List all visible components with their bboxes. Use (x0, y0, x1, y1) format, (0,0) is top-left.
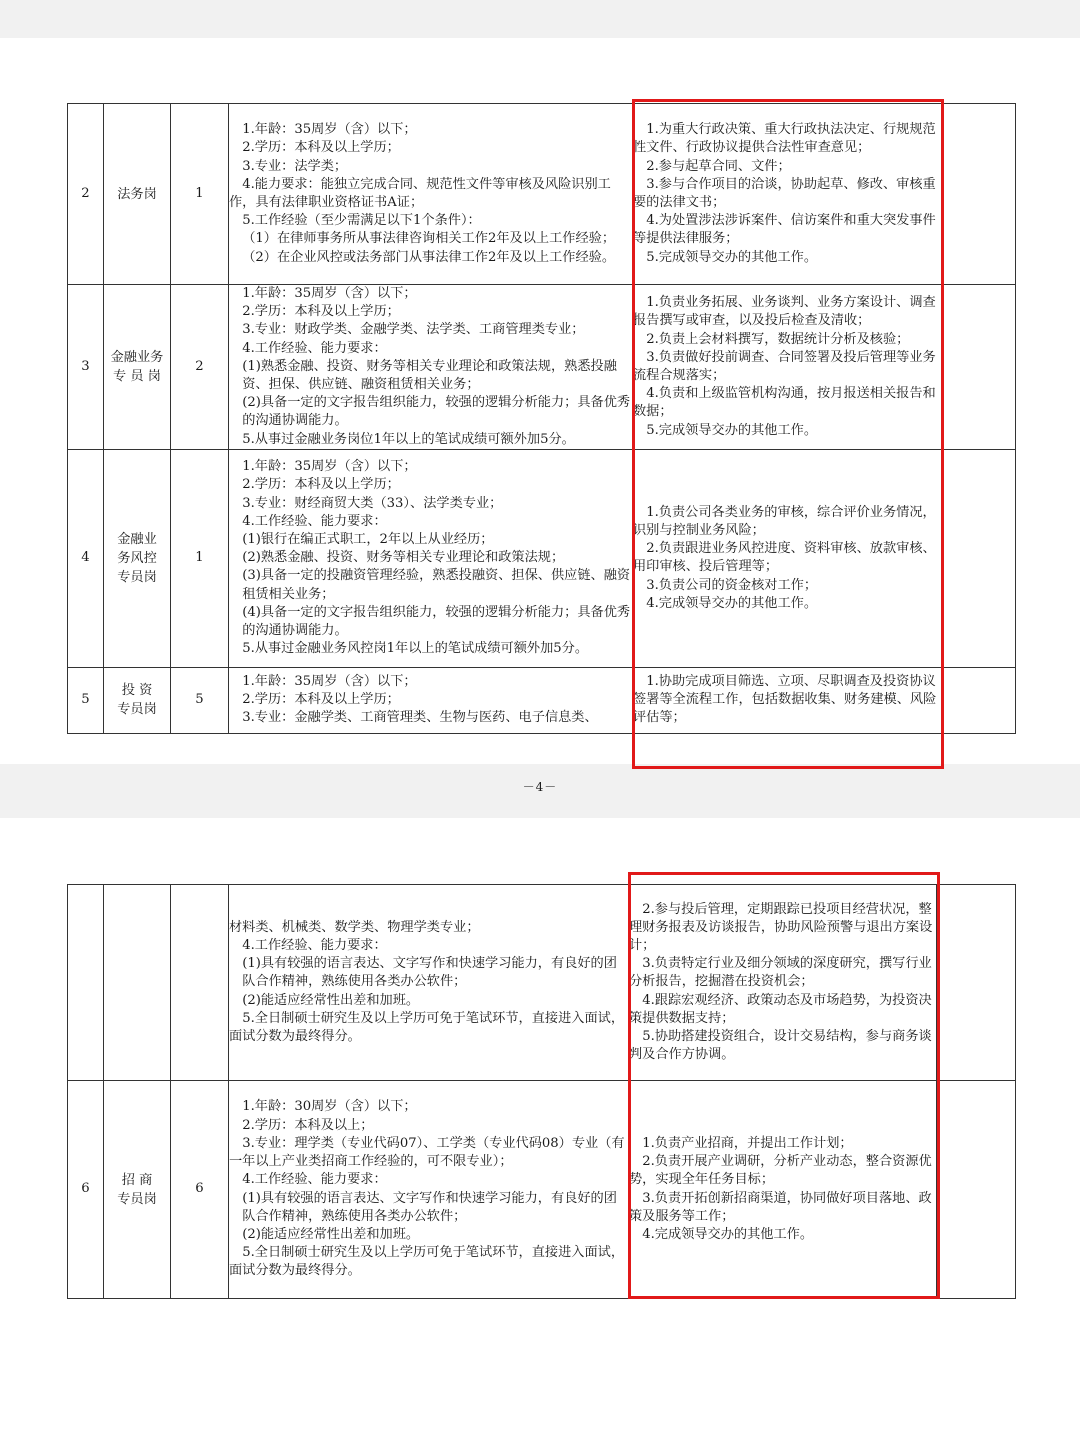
headcount-cell: 1 (171, 104, 229, 285)
duty-line: 4.完成领导交办的其他工作。 (646, 595, 818, 611)
requirement-line: 2.学历：本科及以上学历； (242, 692, 400, 708)
document-page-2 (0, 818, 1080, 1440)
requirement-line: (2)能适应经常性出差和加班。 (242, 992, 420, 1008)
headcount-cell: 5 (171, 667, 229, 733)
duty-line: 2.负责上会材料撰写，数据统计分析及核验； (646, 331, 910, 347)
position-name-cell (104, 285, 171, 450)
requirement-line: 4.工作经验、能力要求： (242, 1172, 387, 1188)
remarks-cell (937, 885, 1016, 1081)
duty-line: 3.负责特定行业及细分领域的深度研究，撰写行业分析报告，挖掘潜在投资机会； (629, 956, 932, 990)
requirement-line: 1.年龄：35周岁（含）以下； (242, 674, 417, 690)
requirement-line: (1)银行在编正式职工，2年以上从业经历； (242, 532, 494, 548)
requirement-line: (2)具备一定的文字报告组织能力，较强的逻辑分析能力；具备优秀的沟通协调能力。 (242, 395, 631, 429)
requirement-line: 3.专业：财经商贸大类（33）、法学类专业； (242, 495, 503, 511)
duty-line: 4.跟踪宏观经济、政策动态及市场趋势，为投资决策提供数据支持； (629, 992, 932, 1026)
requirement-line: 2.学历：本科及以上； (242, 1117, 374, 1133)
duty-line: 1.负责业务拓展、业务谈判、业务方案设计、调查报告撰写或审查，以及投后检查及清收； (633, 295, 936, 329)
duty-line: 2.负责跟进业务风控进度、资料审核、放款审核、用印审核、投后管理等； (633, 541, 936, 575)
duty-line: 2.参与投后管理，定期跟踪已投项目经营状况，整理财务报表及访谈报告，协助风险预警与退出方案设计； (629, 901, 933, 953)
requirement-line: 5.全日制硕士研究生及以上学历可免于笔试环节，直接进入面试，面试分数为最终得分。 (229, 1010, 625, 1044)
duty-line: 3.参与合作项目的洽谈，协助起草、修改、审核重要的法律文书； (633, 176, 936, 210)
requirements-cell (229, 1081, 629, 1299)
table-row (68, 667, 1016, 733)
requirement-line: 4.工作经验、能力要求： (242, 340, 387, 356)
remarks-cell (943, 104, 1016, 285)
duty-line: 5.协助搭建投资组合，设计交易结构，参与商务谈判及合作方协调。 (629, 1029, 932, 1063)
requirement-line: 4.工作经验、能力要求： (242, 513, 387, 529)
requirement-line: (1)具有较强的语言表达、文字写作和快速学习能力，有良好的团队合作精神，熟练使用各类办公软件； (242, 956, 617, 990)
duty-line: 5.完成领导交办的其他工作。 (646, 249, 818, 265)
requirement-line: (3)具备一定的投融资管理经验，熟悉投融资、担保、供应链、融资租赁相关业务； (242, 568, 631, 602)
position-name-line: 专员岗 (117, 1191, 157, 1207)
document-page-1 (0, 38, 1080, 794)
duty-line: 3.负责公司的资金核对工作； (646, 577, 818, 593)
position-name-line: 金融业 (117, 531, 157, 547)
position-name-line: 务风控 (117, 550, 157, 566)
serial-number-cell (68, 885, 104, 1081)
duty-line: 4.完成领导交办的其他工作。 (642, 1226, 814, 1242)
requirement-line: 1.年龄：35周岁（含）以下； (242, 459, 417, 475)
position-name-line: 招 商 (121, 1172, 153, 1188)
requirement-line: (4)具备一定的文字报告组织能力，较强的逻辑分析能力；具备优秀的沟通协调能力。 (242, 604, 631, 639)
duty-line: 2.参与起草合同、文件； (646, 158, 791, 174)
duty-line: 1.为重大行政决策、重大行政执法决定、行规规范性文件、行政协议提供合法性审查意见； (633, 122, 936, 156)
table-row (68, 104, 1016, 285)
requirement-line: 2.学历：本科及以上学历； (242, 140, 400, 156)
requirement-line: （2）在企业风控或法务部门从事法律工作2年及以上工作经验。 (242, 249, 616, 265)
position-name-cell (104, 449, 171, 667)
requirement-line: 1.年龄：30周岁（含）以下； (242, 1099, 417, 1115)
requirement-line: 5.从事过金融业务风控岗1年以上的笔试成绩可额外加5分。 (242, 641, 589, 657)
requirements-cell (229, 285, 633, 450)
position-name-cell: 法务岗 (104, 104, 171, 285)
position-name-cell (104, 1081, 171, 1299)
headcount-cell: 2 (171, 285, 229, 450)
requirements-cell (229, 449, 633, 667)
requirement-line: 5.全日制硕士研究生及以上学历可免于笔试环节，直接进入面试，面试分数为最终得分。 (229, 1245, 625, 1279)
requirement-line: 3.专业：法学类； (242, 158, 348, 174)
position-name-line: 投 资 (121, 683, 153, 699)
remarks-cell (943, 285, 1016, 450)
serial-number-cell: 4 (68, 449, 104, 667)
serial-number-cell: 2 (68, 104, 104, 285)
requirement-line: (1)具有较强的语言表达、文字写作和快速学习能力，有良好的团队合作精神，熟练使用各类办公软件； (242, 1190, 617, 1224)
remarks-cell (943, 449, 1016, 667)
requirement-line: 1.年龄：35周岁（含）以下； (242, 286, 417, 301)
duty-line: 3.负责开拓创新招商渠道，协同做好项目落地、政策及服务等工作； (629, 1190, 932, 1224)
serial-number-cell: 6 (68, 1081, 104, 1299)
requirement-line: 3.专业：理学类（专业代码07）、工学类（专业代码08）专业（有一年以上产业类招商工作经验的，可不限专业）； (229, 1135, 625, 1170)
serial-number-cell: 5 (68, 667, 104, 733)
duty-line: 1.协助完成项目筛选、立项、尽职调查及投资协议签署等全流程工作，包括数据收集、财务建模、风险评估等； (633, 674, 937, 726)
duty-line: 1.负责产业招商，并提出工作计划； (642, 1135, 853, 1151)
page-number: －4－ (522, 780, 558, 794)
requirement-line: 5.从事过金融业务岗位1年以上的笔试成绩可额外加5分。 (242, 431, 575, 447)
requirement-line: (1)熟悉金融、投资、财务等相关专业理论和政策法规，熟悉投融资、担保、供应链、融资租赁相关业务； (242, 358, 617, 393)
remarks-cell (937, 1081, 1016, 1299)
position-name-cell (104, 667, 171, 733)
position-name-line: 金融业务 (110, 349, 164, 365)
table-row (68, 885, 1016, 1081)
table-row (68, 1081, 1016, 1299)
position-name-line: 专 员 岗 (113, 368, 161, 384)
duties-cell (633, 285, 943, 450)
table-row (68, 449, 1016, 667)
duties-cell (629, 885, 937, 1081)
duty-line: 1.负责公司各类业务的审核，综合评价业务情况，识别与控制业务风险； (633, 504, 936, 538)
requirement-line: 2.学历：本科及以上学历； (242, 304, 400, 320)
duties-cell (629, 1081, 937, 1299)
job-table-page-1 (67, 103, 1016, 734)
duties-cell (633, 667, 943, 733)
duty-line: 2.负责开展产业调研，分析产业动态，整合资源优势，实现全年任务目标； (629, 1154, 932, 1188)
duty-line: 4.为处置涉法涉诉案件、信访案件和重大突发事件等提供法律服务； (633, 213, 936, 247)
headcount-cell: 1 (171, 449, 229, 667)
headcount-cell (171, 885, 229, 1081)
requirement-line: 4.工作经验、能力要求： (242, 937, 387, 953)
job-table-page-2 (67, 884, 1016, 1299)
requirement-line: 3.专业：财政学类、金融学类、法学类、工商管理类专业； (242, 322, 585, 338)
requirement-line: 1.年龄：35周岁（含）以下； (242, 122, 417, 138)
requirement-line: 4.能力要求：能独立完成合同、规范性文件等审核及风险识别工作，具有法律职业资格证书A证； (229, 176, 611, 210)
position-name-line: 专员岗 (117, 569, 157, 585)
duties-cell (633, 104, 943, 285)
requirement-line: 3.专业：金融学类、工商管理类、生物与医药、电子信息类、 (242, 710, 598, 726)
duties-cell (633, 449, 943, 667)
duty-line: 4.负责和上级监管机构沟通，按月报送相关报告和数据； (633, 386, 936, 420)
requirement-line: 材料类、机械类、数学类、物理学类专业； (229, 919, 480, 935)
requirement-line: 2.学历：本科及以上学历； (242, 477, 400, 493)
position-name-cell (104, 885, 171, 1081)
requirements-cell (229, 885, 629, 1081)
requirement-line: (2)能适应经常性出差和加班。 (242, 1226, 420, 1242)
table-row (68, 285, 1016, 450)
remarks-cell (943, 667, 1016, 733)
position-name-line: 专员岗 (117, 702, 157, 718)
serial-number-cell: 3 (68, 285, 104, 450)
requirements-cell (229, 104, 633, 285)
headcount-cell: 6 (171, 1081, 229, 1299)
duty-line: 3.负责做好投前调查、合同签署及投后管理等业务流程合规落实； (633, 349, 936, 383)
requirement-line: (2)熟悉金融、投资、财务等相关专业理论和政策法规； (242, 550, 565, 566)
duty-line: 5.完成领导交办的其他工作。 (646, 422, 818, 438)
requirements-cell (229, 667, 633, 733)
requirement-line: 5.工作经验（至少需满足以下1个条件）： (242, 213, 481, 229)
requirement-line: （1）在律师事务所从事法律咨询相关工作2年及以上工作经验； (242, 231, 616, 247)
